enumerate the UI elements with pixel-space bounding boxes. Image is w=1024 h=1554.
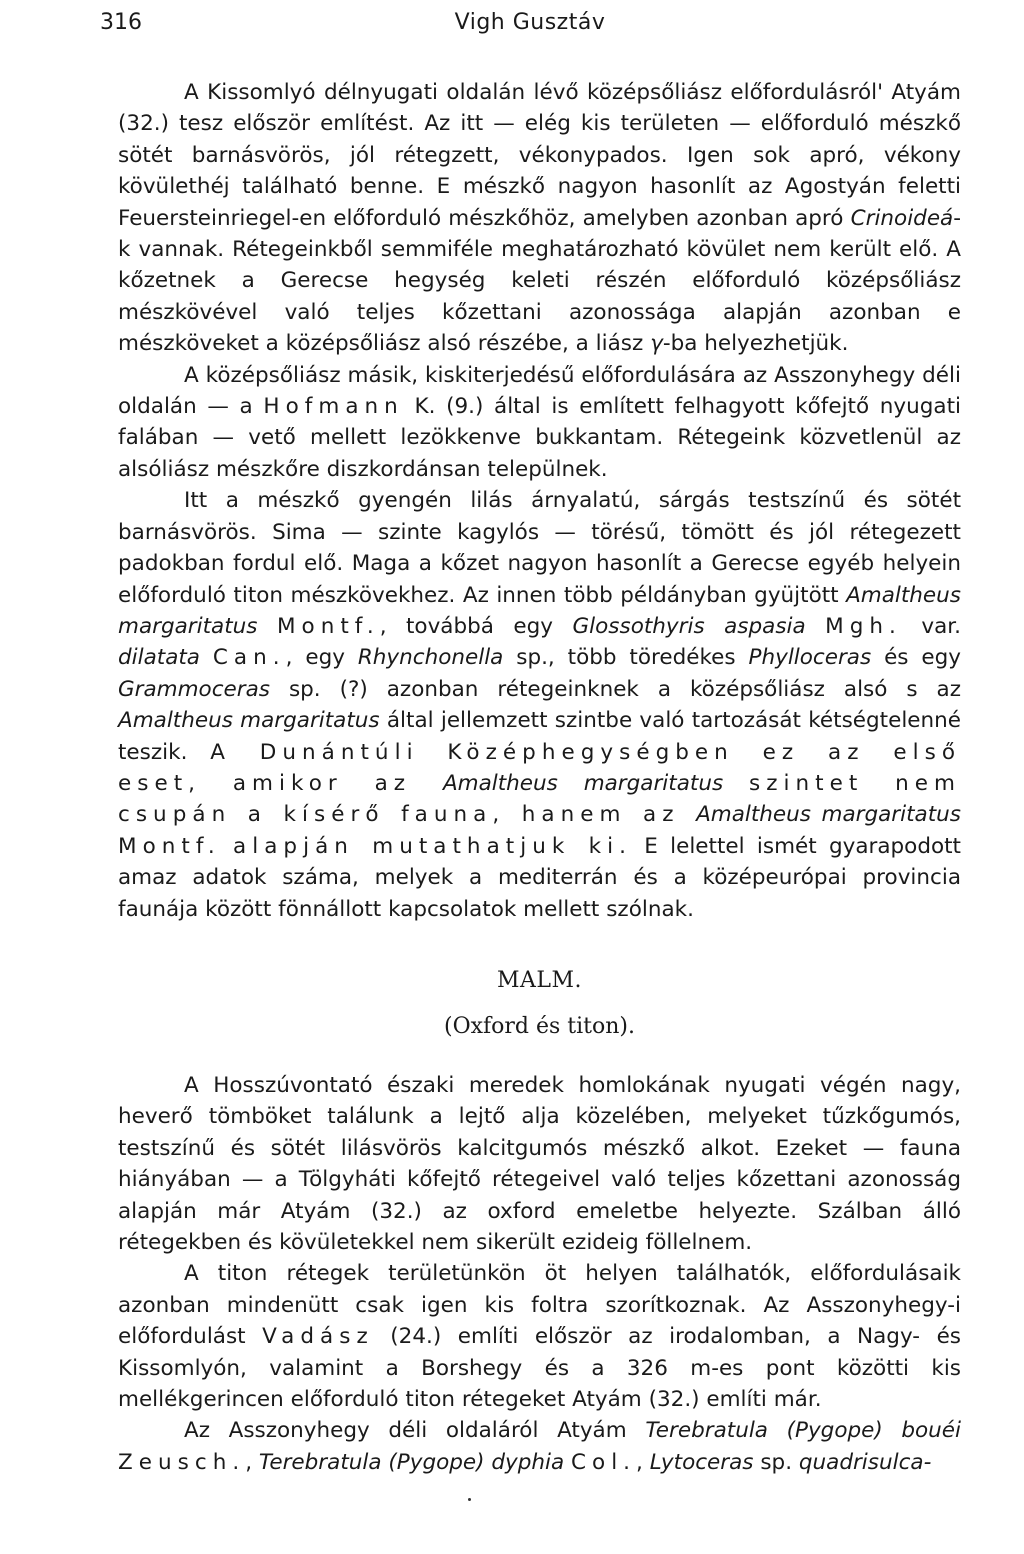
text-span	[723, 771, 749, 796]
taxon-name: Amaltheus margaritatus	[118, 582, 961, 639]
text-span: ,	[636, 1449, 650, 1475]
page-header	[100, 10, 960, 44]
author-name: Hofmann	[263, 394, 404, 420]
author-abbrev: Montf.	[276, 613, 380, 639]
taxon-name: Glossothyris aspasia	[572, 613, 806, 639]
text-span	[564, 1450, 571, 1475]
text-span: A középsőliász másik, kiskiterjedésű előfordulására az Asszonyhegy déli oldalán — a	[118, 362, 961, 420]
author-abbrev: Can.	[212, 645, 286, 671]
text-span: sp. (?) azonban rétegeinknek a középsőliász alsó s az	[269, 676, 961, 702]
text-span: -ba helyezhetjük.	[662, 331, 849, 357]
text-span: A Kissomlyó délnyugati oldalán lévő középsőliász előfordulásról' Atyám (32.) tesz először említést. Az itt — elég kis területen — előforduló mészkő sötét barnásvörös, jól rétegzett, vékonypados. Igen sok apró, vékony kövülethéj található benne. E mészkő nagyon hasonlít az Agostyán feletti Feuersteinriegel-en előforduló mészkőhöz, amelyben azonban apró	[118, 80, 961, 231]
text-span	[200, 645, 213, 670]
taxon-name: Amaltheus margaritatus	[118, 708, 380, 734]
text-span: ,	[245, 1449, 259, 1475]
section-subtitle: (Oxford és titon).	[443, 1014, 636, 1039]
text-span: , továbbá egy	[379, 613, 573, 639]
greek-symbol: γ	[650, 331, 663, 357]
text-span: var.	[901, 613, 961, 639]
text-span: sp.	[753, 1449, 799, 1475]
page-number: 316	[100, 10, 142, 35]
taxon-name: quadrisulca-	[798, 1449, 932, 1475]
emphasis-spaced: alapján mutathatjuk ki.	[233, 833, 632, 859]
text-span: A Hosszúvontató északi meredek homlokának nyugati végén nagy, heverő tömböket találunk a lejtő alja közelében, melyeket tűzkőgumós, testszínű és sötét lilásvörös kalcitgumós mészkő alkot. Ezeket — fauna hiányában — a Tölgyháti kőfejtő rétegeivel való teljes kőzettani azonosság alapján már Atyám (32.) az oxford emeletbe helyezte. Szálban álló rétegekben és kövületekkel nem sikerült ezideig föllelnem.	[118, 1073, 961, 1256]
text-span: A titon rétegek területünkön öt helyen találhatók, előfordulásaik azonban mindenütt csak igen kis foltra szorítkoznak. Az Asszonyhegy-i előfordulást	[118, 1261, 961, 1350]
text-span: Az Asszonyhegy déli oldaláról Atyám	[184, 1418, 646, 1444]
taxon-name: Grammoceras	[118, 676, 270, 702]
author-abbrev: Col.	[570, 1449, 637, 1475]
paragraph-hosszuvontato	[118, 1070, 961, 1258]
print-speck	[468, 1498, 471, 1501]
paragraph-asszonyhegy-fauna	[118, 1415, 961, 1478]
text-span: -k vannak. Rétegeinkből semmiféle meghatározható kövület nem került elő. A kőzetnek a Gerecse hegység keleti részén előforduló középsőliász mészkövével való teljes kőzettani azonossága alapján azonban e mészköveket a középsőliász alsó részébe, a liász	[118, 205, 961, 357]
author-abbrev: Mgh.	[825, 613, 902, 639]
text-span: , egy	[285, 645, 358, 671]
text-span: K. (9.) által is említett felhagyott kőfejtő nyugati falában — vető mellett lezökkenve bukkantam. Rétegeink közvetlenül az alsóliász mészkőre diszkordánsan települnek.	[118, 394, 961, 482]
text-span	[221, 834, 233, 859]
taxon-name: Amaltheus margaritatus	[696, 802, 961, 828]
taxon-name: dilatata	[118, 645, 200, 671]
taxon-name: Crinoideá	[850, 205, 954, 231]
paragraph-kissomlyo	[118, 77, 961, 360]
taxon-name: Amaltheus margaritatus	[442, 770, 724, 796]
emphasis-spaced: A Dunántúli Középhegységben ez az első eset, amikor az	[118, 739, 961, 796]
paragraph-limestone	[118, 485, 961, 925]
text-span: (24.) említi először az irodalomban, a Nagy- és Kissomlyón, valamint a Borshegy és a 326 m-es pont közötti kis mellékgerincen előforduló titon rétegeket Atyám (32.) említi már.	[118, 1324, 961, 1413]
author-abbrev: Zeusch.	[118, 1449, 246, 1475]
text-span	[257, 614, 276, 639]
text-span: E lelettel ismét gyarapodott amaz adatok száma, melyek a mediterrán és a középeurópai provincia faunája között fönnállott kapcsolatok mellett szólnak.	[118, 833, 961, 922]
text-span: és egy	[871, 645, 962, 671]
taxon-name: Lytoceras	[649, 1449, 754, 1475]
taxon-name: Terebratula (Pygope) bouéi	[645, 1418, 962, 1444]
text-span: Itt a mészkő gyengén lilás árnyalatú, sárgás testszínű és sötét barnásvörös. Sima — szinte kagylós — törésű, tömött és jól rétegezett padokban fordul elő. Maga a kőzet nagyon hasonlít a Gerecse egyéb helyein előforduló titon mészkövekhez. Az innen több példányban gyüjtött	[118, 488, 961, 608]
text-span	[806, 614, 825, 639]
taxon-name: Phylloceras	[748, 645, 872, 671]
taxon-name: Terebratula (Pygope) dyphia	[258, 1449, 565, 1475]
taxon-name: Rhynchonella	[357, 645, 504, 671]
paragraph-titon	[118, 1258, 961, 1415]
text-span: sp., több töredékes	[503, 645, 749, 671]
running-head: Vigh Gusztáv	[454, 10, 606, 35]
section-title: MALM.	[496, 968, 583, 993]
liassic-section	[118, 77, 961, 925]
text-span: által jellemzett szintbe való tartozását kétségtelenné teszik.	[118, 708, 961, 765]
author-name: Vadász	[262, 1324, 374, 1350]
emphasis-spaced: szintet nem csupán a kísérő fauna, hanem az	[118, 770, 961, 828]
author-abbrev: Montf.	[118, 833, 221, 859]
malm-section	[118, 1070, 961, 1478]
paragraph-asszonyhegy	[118, 360, 961, 486]
